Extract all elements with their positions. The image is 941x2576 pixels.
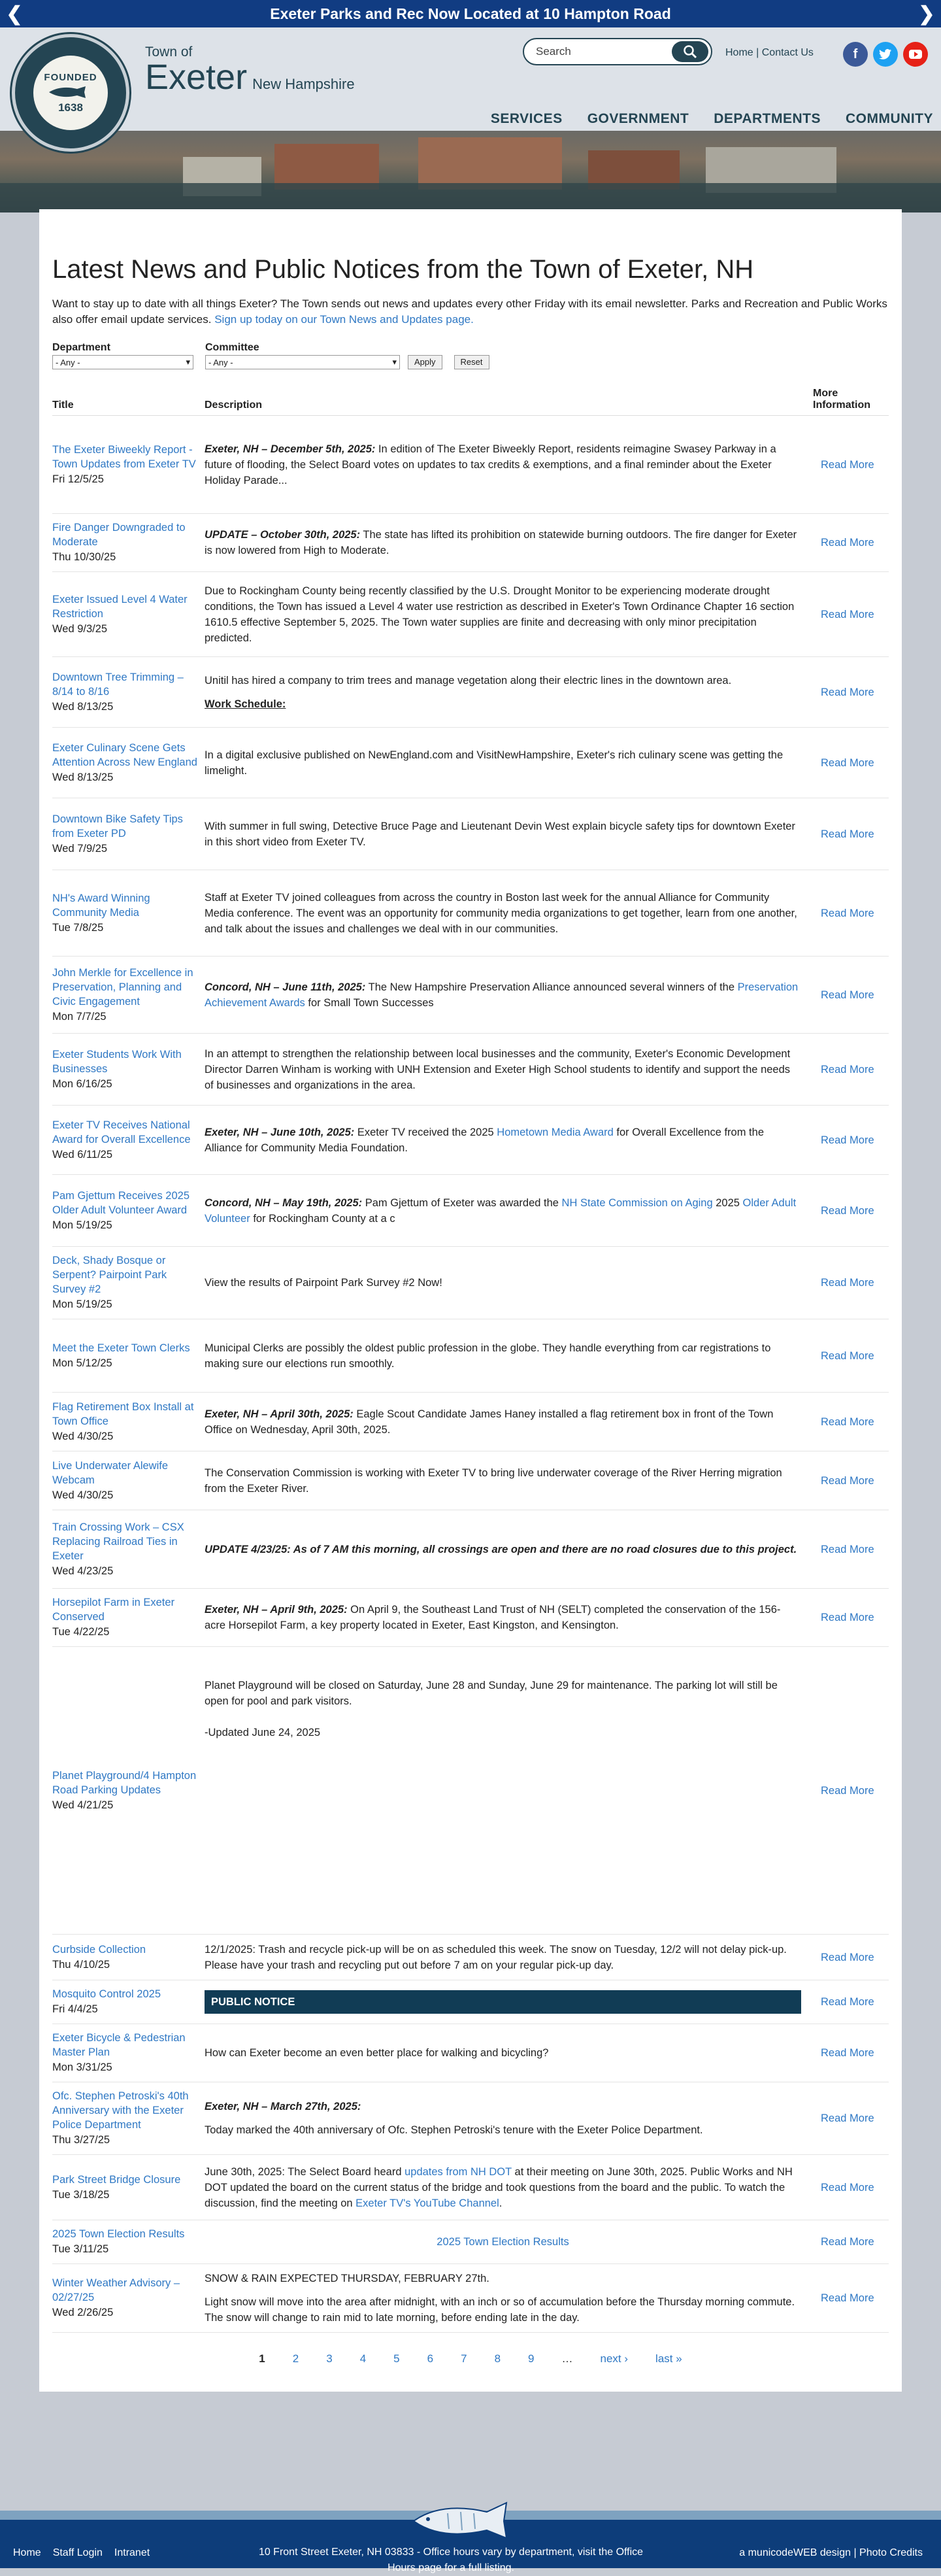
description-lead: Exeter, NH – April 30th, 2025: (205, 1408, 354, 1420)
news-title-link[interactable]: Train Crossing Work – CSX Replacing Railroad Ties in Exeter (52, 1521, 184, 1562)
description-text: Planet Playground will be closed on Saturday, June 28 and Sunday, June 29 for maintenance. The parking lot will still be open for pool and park visitors. (205, 1679, 778, 1707)
table-row (52, 1247, 889, 1319)
read-more-link[interactable]: Read More (821, 828, 874, 840)
news-date: Thu 3/27/25 (52, 2134, 110, 2146)
description-text: Municipal Clerks are possibly the oldest public profession in the globe. They handle everything from car registrations to making sure our elections run smoothly. (205, 1342, 771, 1370)
read-more-link[interactable]: Read More (821, 686, 874, 698)
description-text: In a digital exclusive published on NewEngland.com and VisitNewHampshire, Exeter's rich culinary scene was getting the limelight. (205, 749, 784, 777)
news-date: Mon 5/19/25 (52, 1219, 112, 1231)
footer-staff-login-link[interactable]: Staff Login (52, 2547, 103, 2558)
row-description (205, 1942, 801, 1973)
town-brand[interactable] (145, 44, 355, 97)
read-more-link[interactable]: Read More (821, 608, 874, 620)
description-text: Eagle Scout Candidate James Haney installed a flag retirement box in front of the Town Office on Wednesday, April 30th, 2025. (205, 1408, 774, 1436)
description-link[interactable]: Hometown Media Award (497, 1126, 614, 1138)
news-date: Mon 6/16/25 (52, 1077, 112, 1090)
table-row (52, 2264, 889, 2333)
brand-state: New Hampshire (252, 76, 355, 92)
committee-value: - Any - (208, 357, 233, 367)
news-date: Tue 4/22/25 (52, 1626, 110, 1638)
main-content (39, 209, 902, 2392)
news-title-link[interactable]: Horsepilot Farm in Exeter Conserved (52, 1597, 175, 1623)
news-title-link[interactable]: Downtown Tree Trimming – 8/14 to 8/16 (52, 671, 184, 698)
news-date: Mon 3/31/25 (52, 2061, 112, 2073)
news-date: Wed 7/9/25 (52, 842, 108, 855)
search-icon (683, 44, 697, 59)
fish-icon (48, 85, 93, 99)
description-extra: Light snow will move into the area after midnight, with an inch or so of accumulation before the Thursday morning commute. The snow will change to rain mid to late morning, before ending late in the day. (205, 2296, 795, 2324)
news-title-link[interactable]: Exeter Issued Level 4 Water Restriction (52, 593, 188, 620)
table-row (52, 2082, 889, 2155)
site-header (0, 27, 941, 131)
read-more-link[interactable]: Read More (821, 1134, 874, 1146)
page-link[interactable]: 2 (292, 2352, 299, 2365)
read-more-link[interactable]: Read More (821, 1277, 874, 1289)
news-date: Mon 5/12/25 (52, 1357, 112, 1369)
row-description (205, 890, 801, 937)
table-row (52, 1034, 889, 1106)
row-description (205, 1125, 801, 1156)
page-link[interactable]: 8 (494, 2352, 501, 2365)
news-title-link[interactable]: Curbside Collection (52, 1943, 146, 1956)
description-link[interactable]: Preservation Achievement Awards (205, 981, 799, 1009)
news-date: Thu 10/30/25 (52, 551, 116, 563)
committee-label: Committee (205, 342, 259, 353)
brand-town-of: Town of (145, 44, 193, 59)
row-description (205, 2164, 801, 2211)
row-description (205, 1340, 801, 1372)
read-more-link[interactable]: Read More (821, 1951, 874, 1963)
table-row (52, 1319, 889, 1393)
home-link[interactable]: Home (725, 47, 753, 58)
table-row (52, 1510, 889, 1589)
news-title-link[interactable]: Pam Gjettum Receives 2025 Older Adult Volunteer Award (52, 1189, 190, 1216)
read-more-link[interactable]: Read More (821, 1612, 874, 1623)
description-text-after: for Overall Excellence from the Alliance for Community Media Foundation. (205, 1126, 764, 1154)
row-description (205, 1275, 801, 1291)
table-row (52, 2155, 889, 2220)
footer-address: 10 Front Street Exeter, NH 03833 - Office hours vary by department, visit the Office Hours page for a full listing. (258, 2547, 644, 2573)
description-text: Pam Gjettum of Exeter was awarded the (362, 1196, 562, 1209)
page-link: … (561, 2352, 573, 2365)
main-nav (491, 111, 933, 127)
nav-government[interactable]: GOVERNMENT (587, 111, 689, 126)
page-link[interactable]: 6 (427, 2352, 434, 2365)
table-row (52, 2220, 889, 2264)
news-date: Fri 4/4/25 (52, 2003, 98, 2015)
seal-center (33, 56, 108, 130)
news-date: Fri 12/5/25 (52, 473, 104, 485)
news-title-link[interactable]: Exeter Culinary Scene Gets Attention Across New England (52, 741, 197, 768)
town-seal-logo[interactable] (12, 34, 129, 152)
read-more-link[interactable]: Read More (821, 2047, 874, 2059)
table-body (52, 416, 889, 2333)
news-date: Wed 4/21/25 (52, 1799, 114, 1811)
page-link[interactable]: last » (655, 2352, 682, 2365)
table-row (52, 1980, 889, 2024)
department-value: - Any - (56, 357, 80, 367)
intro-body: Want to stay up to date with all things Exeter? The Town sends out news and updates every other Friday with its email newsletter. Parks and Recreation and Public Works also offer email update services. (52, 297, 887, 326)
news-date: Mon 5/19/25 (52, 1298, 112, 1310)
description-text-after: 2025 (712, 1196, 743, 1209)
news-date: Tue 3/18/25 (52, 2188, 110, 2201)
social-links (843, 42, 928, 67)
news-title-link[interactable]: Fire Danger Downgraded to Moderate (52, 522, 186, 548)
table-row (52, 572, 889, 657)
reset-button[interactable]: Reset (454, 355, 489, 369)
description-link[interactable]: updates from NH DOT (404, 2165, 512, 2178)
description-lead: Exeter, NH – June 10th, 2025: (205, 1126, 355, 1138)
site-footer (0, 2511, 941, 2573)
page-link[interactable]: 9 (528, 2352, 535, 2365)
chevron-right-icon[interactable]: ❯ (918, 3, 935, 25)
read-more-link[interactable]: Read More (821, 458, 874, 471)
description-text: The New Hampshire Preservation Alliance announced several winners of the (365, 981, 738, 993)
description-lead: Exeter, NH – March 27th, 2025: (205, 2101, 361, 2112)
description-text: Staff at Exeter TV joined colleagues from across the country in Boston last week for the annual Alliance for Community Media conference. The event was an opportunity for community media organizations to get together, learn from one another, and talk about the issues and challenges we deal with in our communities. (205, 891, 797, 935)
news-title-link[interactable]: The Exeter Biweekly Report - Town Updates from Exeter TV (52, 443, 196, 470)
news-title-link[interactable]: Exeter Bicycle & Pedestrian Master Plan (52, 2032, 186, 2058)
description-lead: Exeter, NH – December 5th, 2025: (205, 443, 376, 455)
news-title-link[interactable]: Exeter TV Receives National Award for Overall Excellence (52, 1119, 191, 1145)
table-row (52, 798, 889, 870)
search-placeholder: Search (536, 45, 571, 58)
page-title: Latest News and Public Notices from the Town of Exeter, NH (52, 255, 754, 284)
news-title-link[interactable]: Park Street Bridge Closure (52, 2173, 181, 2186)
description-text: Unitil has hired a company to trim trees and manage vegetation along their electric lines in the downtown area. (205, 674, 732, 686)
news-date: Wed 6/11/25 (52, 1148, 113, 1161)
table-row (52, 1106, 889, 1175)
description-text: The state has lifted its prohibition on statewide burning outdoors. The fire danger for Exeter is now lowered from High to Moderate. (205, 529, 797, 556)
news-date: Wed 4/30/25 (52, 1430, 114, 1442)
nav-departments[interactable]: DEPARTMENTS (714, 111, 821, 126)
news-table (52, 384, 889, 2333)
department-select[interactable] (52, 355, 193, 369)
row-description (205, 747, 801, 779)
description-lead: Exeter, NH – April 9th, 2025: (205, 1604, 348, 1616)
description-text: On April 9, the Southeast Land Trust of NH (SELT) completed the conservation of the 156-acre Horsepilot Farm, a key property located in Exeter, East Kingston, and Kensington. (205, 1604, 781, 1631)
intro-text (52, 296, 889, 328)
table-row (52, 1451, 889, 1510)
apply-button[interactable]: Apply (408, 355, 442, 369)
read-more-link[interactable]: Read More (821, 1996, 874, 2008)
read-more-link[interactable]: Read More (821, 907, 874, 919)
facebook-icon[interactable]: f (843, 42, 868, 67)
footer-home-link[interactable]: Home (13, 2547, 41, 2558)
row-description (205, 2099, 801, 2114)
description-link[interactable]: 2025 Town Election Results (437, 2236, 569, 2248)
description-text: The Conservation Commission is working with Exeter TV to bring live underwater coverage of the River Herring migration from the Exeter River. (205, 1466, 782, 1495)
news-title-link[interactable]: Ofc. Stephen Petroski's 40th Anniversary with the Exeter Police Department (52, 2090, 189, 2131)
row-description (205, 527, 801, 558)
news-title-link[interactable]: Winter Weather Advisory – 02/27/25 (52, 2277, 180, 2303)
brand-name: Exeter (145, 58, 248, 97)
read-more-link[interactable]: Read More (821, 1415, 874, 1428)
news-date: Tue 7/8/25 (52, 921, 104, 934)
read-more-link[interactable]: Read More (821, 1543, 874, 1555)
seal-founded: FOUNDED (44, 71, 97, 83)
nav-community[interactable]: COMMUNITY (846, 111, 933, 126)
news-title-link[interactable]: NH's Award Winning Community Media (52, 892, 150, 919)
description-text: Due to Rockingham County being recently classified by the U.S. Drought Monitor to be experiencing moderate drought conditions, the Town has issued a Level 4 water use restriction as described in Exeter's Town Ordinance Chapter 16 section 1610.5 effective September 5, 2025. The Town water supplies are finite and decreasing with only minor precipitation predicted. (205, 585, 795, 644)
description-text-after: for Rockingham County at a c (250, 1212, 395, 1225)
news-title-link[interactable]: Live Underwater Alewife Webcam (52, 1459, 169, 1486)
page-link[interactable]: 7 (461, 2352, 467, 2365)
youtube-icon[interactable] (903, 42, 928, 67)
department-label: Department (52, 342, 110, 353)
table-row (52, 416, 889, 514)
news-date: Mon 7/7/25 (52, 1010, 107, 1023)
table-row (52, 957, 889, 1034)
news-date: Wed 8/13/25 (52, 771, 114, 783)
fish-logo-icon (408, 2498, 533, 2543)
link-separator: | (756, 47, 759, 58)
row-description (205, 1542, 801, 1557)
news-title-link[interactable]: 2025 Town Election Results (52, 2228, 185, 2240)
news-title-link[interactable]: Deck, Shady Bosque or Serpent? Pairpoint Park Survey #2 (52, 1255, 167, 1295)
description-link[interactable]: Exeter TV's YouTube Channel (355, 2197, 499, 2209)
seal-year: 1638 (58, 101, 83, 114)
description-text: With summer in full swing, Detective Bruce Page and Lieutenant Devin West explain bicycle safety tips for downtown Exeter in this short video from Exeter TV. (205, 820, 795, 848)
footer-credit[interactable]: a municodeWEB design | Photo Credits (739, 2547, 923, 2558)
read-more-link[interactable]: Read More (821, 756, 874, 769)
description-text: How can Exeter become an even better place for walking and bicycling? (205, 2047, 549, 2059)
row-description (205, 1406, 801, 1438)
page-link[interactable]: next › (600, 2352, 629, 2365)
news-title-link[interactable]: Downtown Bike Safety Tips from Exeter PD (52, 813, 183, 839)
row-description (205, 1195, 801, 1227)
alert-banner[interactable] (0, 0, 941, 27)
description-text-after: . (499, 2197, 503, 2209)
description-lead: UPDATE 4/23/25: As of 7 AM this morning, all crossings are open and there are no road closures due to this project. (205, 1543, 797, 1555)
chevron-down-icon: ▾ (186, 357, 190, 367)
news-date: Wed 4/30/25 (52, 1489, 114, 1501)
description-extra: Work Schedule: (205, 698, 286, 710)
table-row (52, 728, 889, 798)
table-header-row (52, 384, 889, 416)
filter-form (52, 342, 889, 369)
description-text: In an attempt to strengthen the relationship between local businesses and the community, Exeter's Economic Development Director Darren Winham is working with UNH Extension and Exeter High School students to identify and support the needs of businesses and organizations in the area. (205, 1047, 791, 1091)
row-description (205, 1678, 801, 1709)
row-description (205, 583, 801, 646)
news-date: Wed 4/23/25 (52, 1565, 114, 1577)
description-text-after: at their meeting on June 30th, 2025. Public Works and NH DOT updated the board on the current status of the bridge and took questions from the board and the public. To watch the discussion, find the meeting on (205, 2165, 793, 2209)
search-input[interactable] (523, 38, 712, 65)
row-description (205, 673, 801, 688)
table-row (52, 1935, 889, 1980)
footer-links (13, 2547, 150, 2559)
description-lead: Concord, NH – May 19th, 2025: (205, 1196, 363, 1209)
public-notice-label: PUBLIC NOTICE (205, 1990, 801, 2014)
news-date: Wed 2/26/25 (52, 2307, 114, 2318)
chevron-left-icon[interactable]: ❮ (6, 3, 23, 25)
row-description (205, 819, 801, 850)
signup-link[interactable]: Sign up today on our Town News and Updates page. (214, 313, 474, 326)
news-date: Tue 3/11/25 (52, 2243, 109, 2255)
description-extra: Today marked the 40th anniversary of Ofc. Stephen Petroski's tenure with the Exeter Police Department. (205, 2124, 703, 2136)
footer-intranet-link[interactable]: Intranet (114, 2547, 150, 2558)
row-description (205, 1046, 801, 1093)
page-current: 1 (259, 2352, 265, 2365)
description-text: In edition of The Exeter Biweekly Report, residents reimagine Swasey Parkway in a future of flooding, the Select Board votes on updates to tax credits & exemptions, and a final reminder about the Exeter Holiday Parade... (205, 443, 776, 486)
read-more-link[interactable]: Read More (821, 2181, 874, 2194)
description-extra: -Updated June 24, 2025 (205, 1726, 321, 1738)
read-more-link[interactable]: Read More (821, 2236, 874, 2248)
news-title-link[interactable]: Mosquito Control 2025 (52, 1988, 161, 2000)
table-row (52, 657, 889, 728)
table-row (52, 870, 889, 957)
read-more-link[interactable]: Read More (821, 1784, 874, 1797)
news-title-link[interactable]: John Merkle for Excellence in Preservation, Planning and Civic Engagement (52, 966, 193, 1008)
description-text: SNOW & RAIN EXPECTED THURSDAY, FEBRUARY 27th. (205, 2273, 489, 2284)
row-description (205, 441, 801, 488)
twitter-icon[interactable] (873, 42, 898, 67)
news-date: Wed 9/3/25 (52, 622, 108, 635)
row-description (205, 2045, 801, 2061)
col-title-header: Title (52, 384, 205, 416)
col-description-header: Description (205, 384, 813, 416)
table-row (52, 1175, 889, 1247)
page-link[interactable]: 3 (326, 2352, 333, 2365)
news-title-link[interactable]: Exeter Students Work With Businesses (52, 1048, 182, 1075)
page-link[interactable]: 5 (393, 2352, 400, 2365)
pagination (52, 2352, 889, 2365)
row-description (205, 2271, 801, 2286)
description-text: Exeter TV received the 2025 (354, 1126, 497, 1138)
committee-select[interactable] (205, 355, 400, 369)
read-more-link[interactable]: Read More (821, 1474, 874, 1487)
utility-links (725, 47, 814, 59)
read-more-link[interactable]: Read More (821, 1349, 874, 1362)
table-row (52, 1589, 889, 1647)
news-date: Wed 8/13/25 (52, 700, 114, 713)
description-link[interactable]: Older Adult Volunteer (205, 1196, 797, 1225)
description-text: View the results of Pairpoint Park Survey #2 Now! (205, 1277, 442, 1289)
read-more-link[interactable]: Read More (821, 1063, 874, 1076)
description-text-after: for Small Town Successes (305, 996, 434, 1009)
news-title-link[interactable]: Planet Playground/4 Hampton Road Parking Updates (52, 1769, 197, 1796)
description-text: June 30th, 2025: The Select Board heard (205, 2165, 405, 2178)
col-more-header: More Information (813, 384, 889, 416)
contact-link[interactable]: Contact Us (761, 47, 814, 58)
banner-text: Exeter Parks and Rec Now Located at 10 Hampton Road (270, 5, 671, 22)
news-title-link[interactable]: Flag Retirement Box Install at Town Office (52, 1400, 194, 1427)
read-more-link[interactable]: Read More (821, 2112, 874, 2124)
read-more-link[interactable]: Read More (821, 537, 874, 549)
table-row (52, 1393, 889, 1451)
page-link[interactable]: 4 (359, 2352, 367, 2365)
description-link[interactable]: NH State Commission on Aging (561, 1196, 713, 1209)
nav-services[interactable]: SERVICES (490, 111, 563, 126)
row-description (205, 1465, 801, 1497)
table-row (52, 2024, 889, 2082)
description-text: 12/1/2025: Trash and recycle pick-up will be on as scheduled this week. The snow on Tuesday, 12/2 will not delay pick-up. Please have your trash and recycling put out before 7 am on your regular pick-up day. (205, 1943, 787, 1971)
search-button[interactable] (672, 41, 708, 62)
read-more-link[interactable]: Read More (821, 989, 874, 1001)
row-description (205, 979, 801, 1011)
news-title-link[interactable]: Meet the Exeter Town Clerks (52, 1342, 190, 1354)
description-lead: Concord, NH – June 11th, 2025: (205, 981, 366, 993)
description-lead: UPDATE – October 30th, 2025: (205, 529, 361, 541)
row-description (205, 1602, 801, 1633)
read-more-link[interactable]: Read More (821, 1204, 874, 1217)
hero-image (0, 131, 941, 212)
chevron-down-icon: ▾ (392, 357, 397, 367)
table-row (52, 514, 889, 572)
read-more-link[interactable]: Read More (821, 2292, 874, 2304)
news-date: Thu 4/10/25 (52, 1958, 110, 1971)
table-row (52, 1647, 889, 1935)
